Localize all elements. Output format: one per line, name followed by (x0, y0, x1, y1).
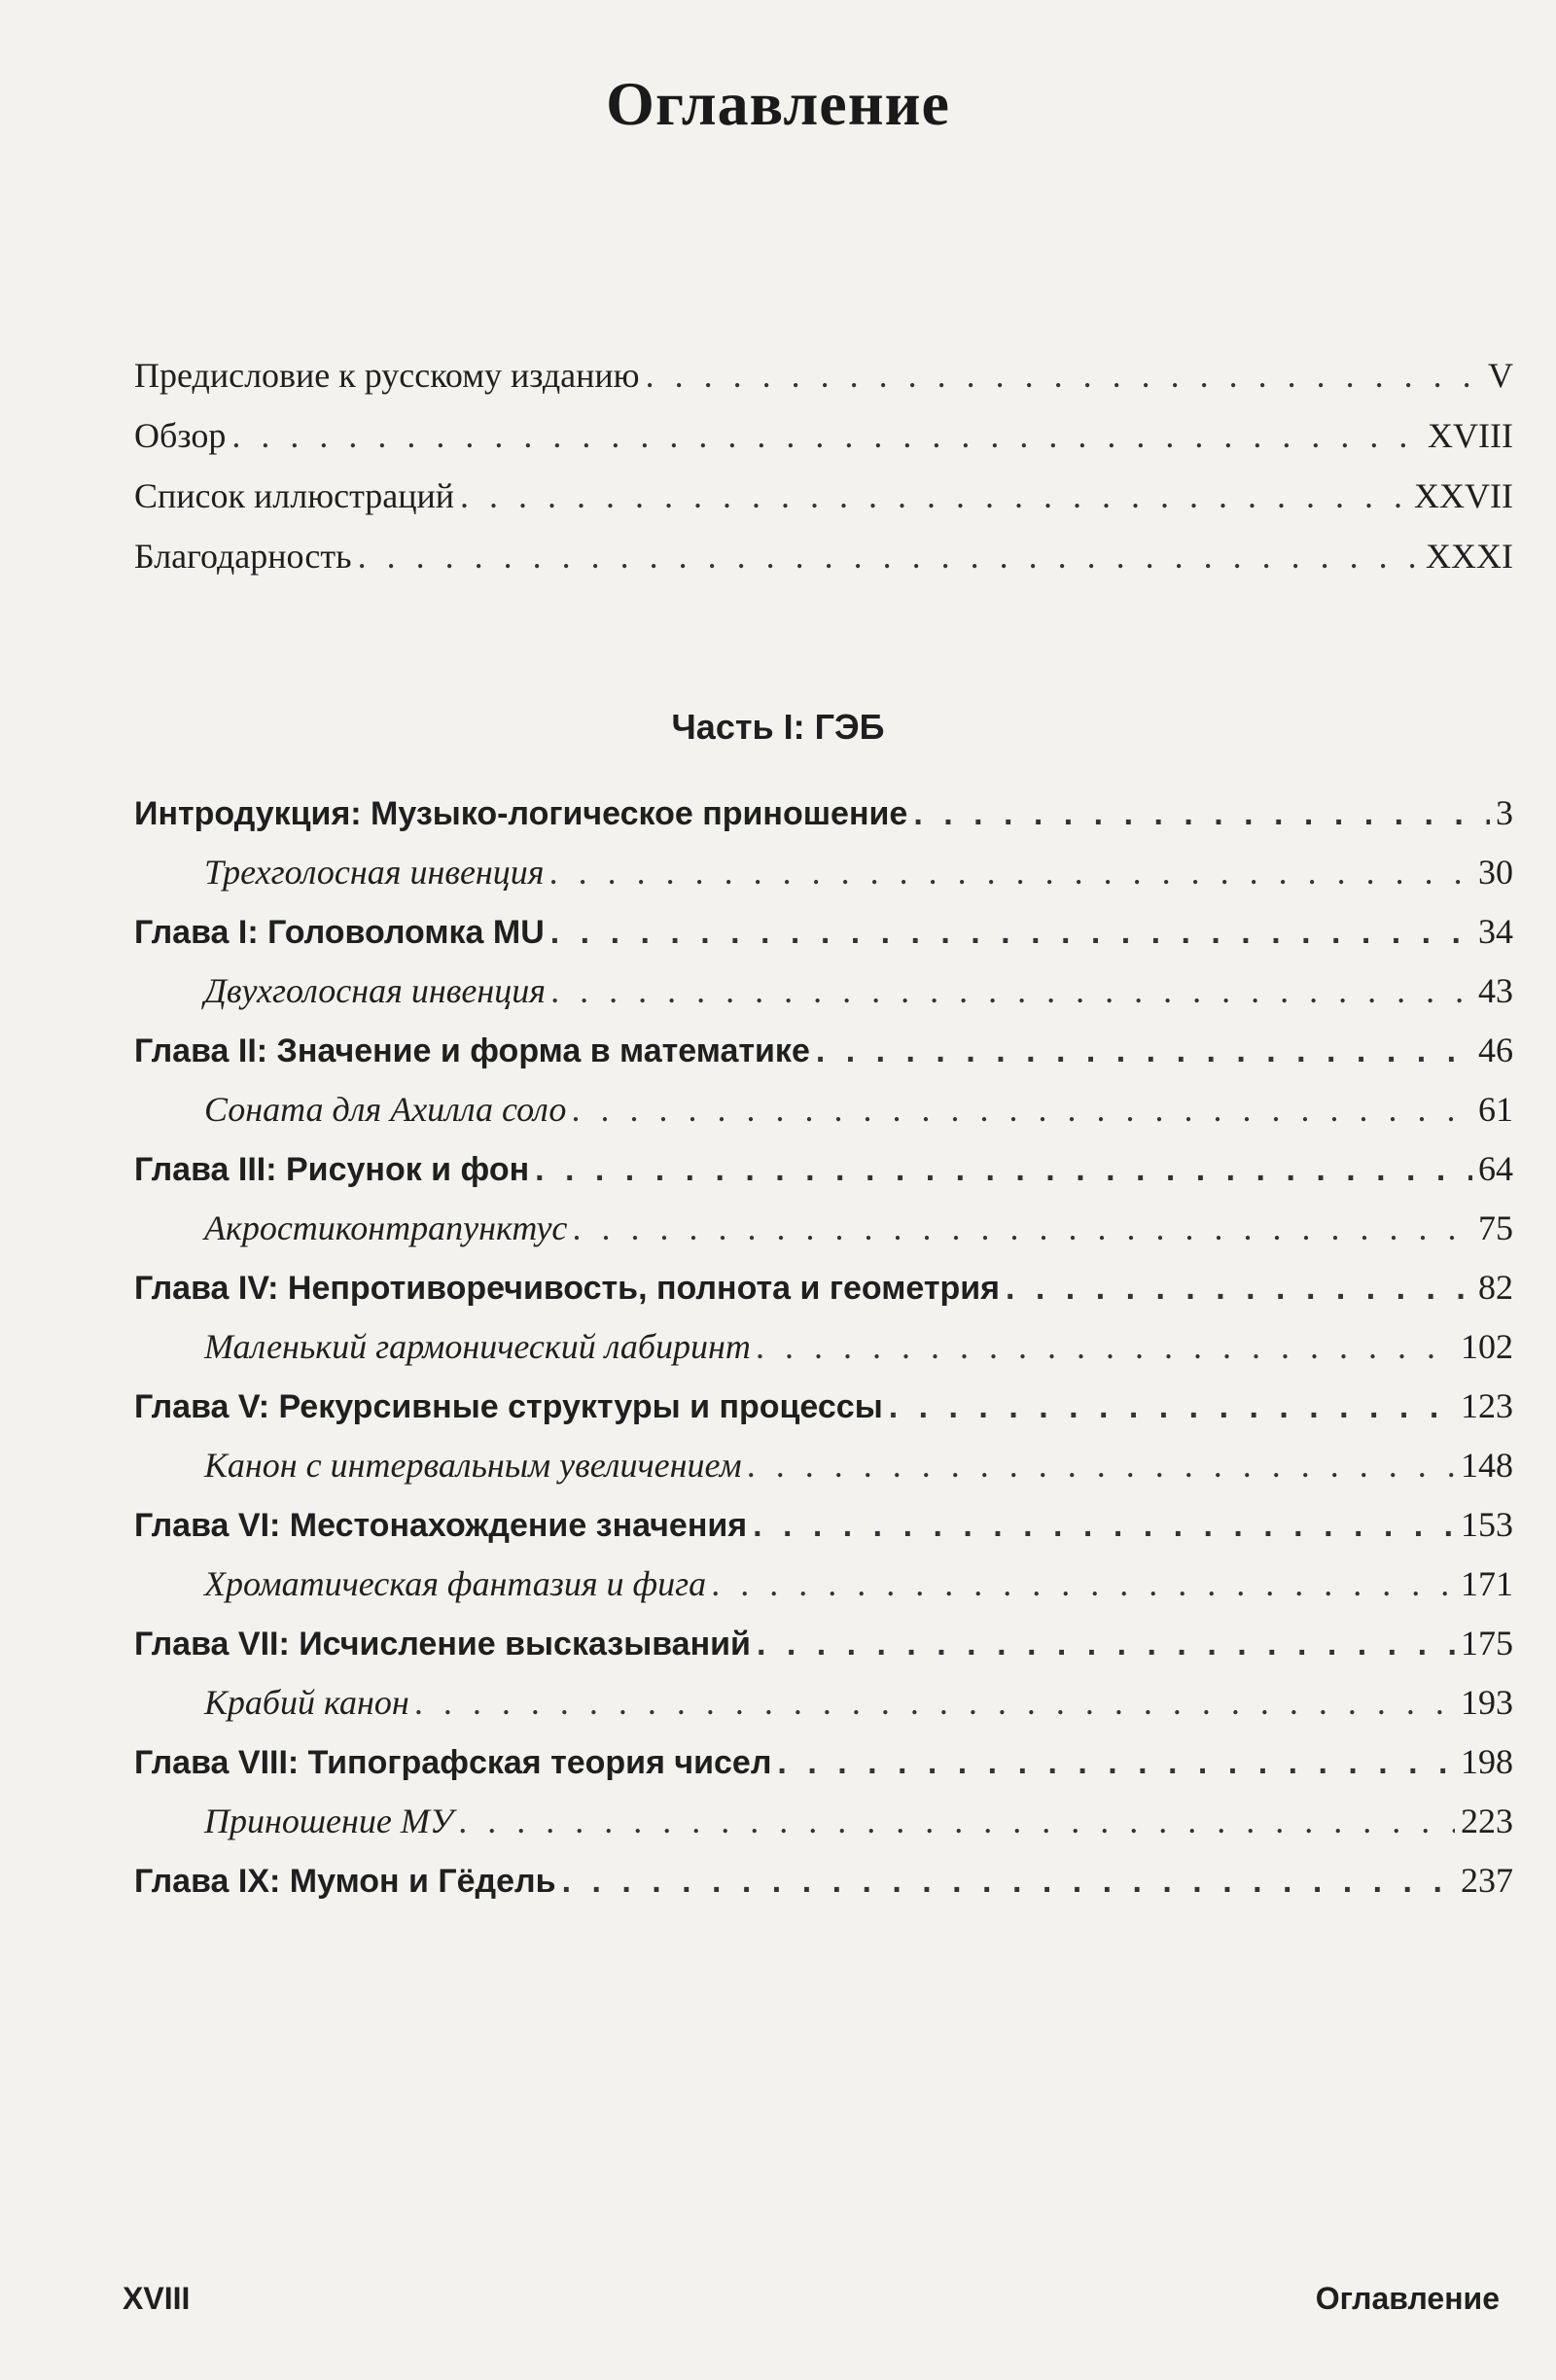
toc-chapter[interactable] (134, 1734, 1513, 1789)
toc-dialogue[interactable] (134, 1319, 1513, 1374)
toc-chapter[interactable] (134, 1141, 1513, 1196)
part-heading: Часть I: ГЭБ (671, 707, 885, 747)
toc-entry-page: 3 (1496, 793, 1513, 832)
toc-entry-overview[interactable] (134, 408, 1513, 463)
toc-entry-page: 43 (1478, 971, 1513, 1010)
toc-entry-page: V (1488, 356, 1513, 395)
toc-dialogue[interactable] (134, 1675, 1513, 1730)
toc-chapter[interactable] (134, 1379, 1513, 1433)
toc-dialogue[interactable] (134, 1438, 1513, 1492)
toc-dialogue[interactable] (134, 845, 1513, 899)
toc-entry-page: XXXI (1426, 537, 1513, 576)
leader-dots (415, 1675, 1455, 1730)
toc-entry-label: Глава I: Головоломка MU (134, 914, 545, 951)
leader-dots (816, 1024, 1472, 1078)
toc-entry-label: Глава VII: Исчисление высказываний (134, 1626, 751, 1662)
toc-entry-illustrations[interactable] (134, 469, 1513, 523)
toc-entry-page: 46 (1478, 1031, 1513, 1069)
footer-running-title: Оглавление (1315, 2281, 1500, 2316)
toc-entry-label: Глава III: Рисунок и фон (134, 1151, 530, 1188)
toc-chapter[interactable] (134, 1853, 1513, 1908)
page-title: Оглавление (606, 69, 950, 138)
toc-chapter[interactable] (134, 904, 1513, 959)
toc-entry-label: Крабий канон (204, 1683, 409, 1722)
leader-dots (562, 1854, 1455, 1908)
toc-entry-page: 64 (1478, 1149, 1513, 1188)
leader-dots (646, 348, 1482, 402)
leader-dots (757, 1617, 1455, 1671)
toc-entry-page: 61 (1478, 1090, 1513, 1129)
leader-dots (889, 1380, 1455, 1434)
leader-dots (572, 1082, 1472, 1137)
toc-entry-label: Глава V: Рекурсивные структуры и процессы (134, 1388, 883, 1425)
toc-entry-label: Глава VIII: Типографская теория чисел (134, 1744, 772, 1781)
leader-dots (913, 787, 1490, 841)
leader-dots (358, 529, 1420, 583)
toc-entry-label: Глава II: Значение и форма в математике (134, 1032, 810, 1069)
leader-dots (1006, 1261, 1472, 1315)
toc-entry-label: Глава IX: Мумон и Гёдель (134, 1863, 556, 1900)
leader-dots (777, 1735, 1455, 1790)
toc-entry-label: Глава VI: Местонахождение значения (134, 1507, 748, 1544)
leader-dots (753, 1498, 1455, 1553)
toc-entry-label: Акростиконтрапунктус (204, 1208, 568, 1247)
toc-entry-label: Приношение МУ (204, 1802, 454, 1840)
toc-entry-label: Глава IV: Непротиворечивость, полнота и геометрия (134, 1270, 1001, 1307)
toc-entry-page: 30 (1478, 853, 1513, 892)
leader-dots (535, 1142, 1472, 1197)
toc-entry-label: Трехголосная инвенция (204, 853, 545, 892)
leader-dots (712, 1557, 1455, 1611)
leader-dots (550, 905, 1472, 960)
toc-entry-label: Список иллюстраций (134, 476, 455, 515)
toc-entry-label: Интродукция: Музыко-логическое приношение (134, 795, 908, 832)
toc-entry-page: 123 (1461, 1386, 1513, 1425)
toc-entry-page: 148 (1461, 1446, 1513, 1485)
toc-chapter[interactable] (134, 1260, 1513, 1314)
toc-entry-label: Предисловие к русскому изданию (134, 356, 640, 395)
leader-dots (231, 408, 1422, 463)
toc-dialogue[interactable] (134, 1557, 1513, 1611)
toc-chapter[interactable] (134, 1616, 1513, 1670)
toc-entry-label: Хроматическая фантазия и фига (204, 1564, 707, 1603)
leader-dots (573, 1201, 1472, 1255)
toc-entry-page: XXVII (1414, 476, 1513, 515)
toc-entry-page: 237 (1461, 1861, 1513, 1900)
leader-dots (551, 963, 1472, 1018)
leader-dots (460, 469, 1408, 523)
toc-entry-page: 82 (1478, 1268, 1513, 1307)
toc-entry-label: Благодарность (134, 537, 352, 576)
toc-entry-page: 153 (1461, 1505, 1513, 1544)
toc-entry-preface[interactable] (134, 348, 1513, 402)
toc-dialogue[interactable] (134, 1082, 1513, 1137)
toc-entry-page: 34 (1478, 912, 1513, 951)
toc-entry-page: 75 (1478, 1208, 1513, 1247)
toc-chapter[interactable] (134, 1497, 1513, 1552)
toc-entry-page: 171 (1461, 1564, 1513, 1603)
toc-entry-acknowledgements[interactable] (134, 529, 1513, 583)
toc-entry-label: Соната для Ахилла соло (204, 1090, 567, 1129)
leader-dots (550, 845, 1472, 899)
toc-dialogue[interactable] (134, 1794, 1513, 1848)
toc-entry-label: Обзор (134, 416, 227, 455)
toc-entry-label: Двухголосная инвенция (204, 971, 546, 1010)
toc-entry-label: Канон с интервальным увеличением (204, 1446, 742, 1485)
leader-dots (757, 1319, 1455, 1374)
toc-entry-page: 193 (1461, 1683, 1513, 1722)
toc-entry-page: 102 (1461, 1327, 1513, 1366)
leader-dots (748, 1438, 1455, 1492)
toc-entry-page: 175 (1461, 1624, 1513, 1662)
toc-entry-page: 198 (1461, 1742, 1513, 1781)
toc-chapter[interactable] (134, 786, 1513, 840)
toc-entry-page: XVIII (1428, 416, 1513, 455)
toc-entry-label: Маленький гармонический лабиринт (204, 1327, 751, 1366)
footer-page-number: XVIII (123, 2281, 191, 2316)
toc-dialogue[interactable] (134, 1201, 1513, 1255)
toc-dialogue[interactable] (134, 963, 1513, 1018)
toc-entry-page: 223 (1461, 1802, 1513, 1840)
leader-dots (459, 1794, 1455, 1848)
toc-chapter[interactable] (134, 1023, 1513, 1077)
